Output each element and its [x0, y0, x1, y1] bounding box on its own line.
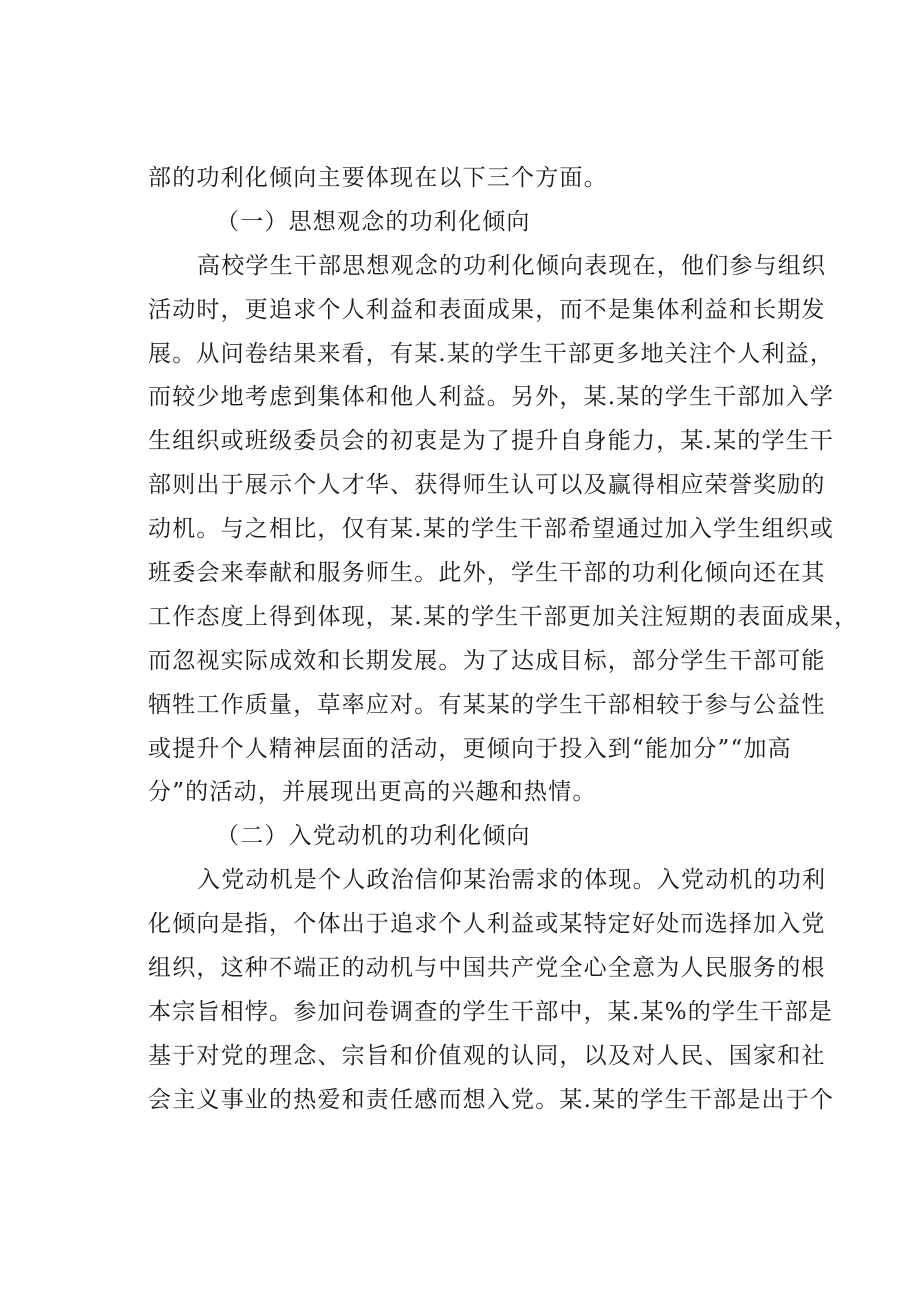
text-line-1: 部的功利化倾向主要体现在以下三个方面。 [148, 165, 608, 191]
paragraph-start-line: 高校学生干部思想观念的功利化倾向表现在，他们参与组织 [197, 252, 827, 279]
text-line-14: 或提升个人精神层面的活动，更倾向于投入到“能加分”“加高 [148, 735, 792, 762]
text-line-7: 生组织或班级委员会的初衷是为了提升自身能力，某.某的学生干 [148, 428, 835, 455]
body-text [148, 157, 859, 1123]
text-line-9: 动机。与之相比，仅有某.某的学生干部希望通过加入学生组织或 [148, 516, 835, 543]
text-line-6: 而较少地考虑到集体和他人利益。另外，某.某的学生干部加入学 [148, 384, 835, 411]
text-line-5: 展。从问卷结果来看，有某.某的学生干部更多地关注个人利益， [148, 340, 835, 367]
text-line-19: 组织，这种不端正的动机与中国共产党全心全意为人民服务的根 [148, 955, 826, 982]
text-line-20: 本宗旨相悖。参加问卷调查的学生干部中，某.某%的学生干部是 [148, 998, 833, 1025]
text-line-13: 牺牲工作质量，草率应对。有某某的学生干部相较于参与公益性 [148, 691, 826, 718]
section-heading-2: （二）入党动机的功利化倾向 [216, 823, 531, 850]
text-line-11: 工作态度上得到体现，某.某的学生干部更加关注短期的表面成果， [148, 603, 859, 630]
paragraph-start-line: 入党动机是个人政治信仰某治需求的体现。入党动机的功利 [197, 867, 827, 894]
section-heading-1: （一）思想观念的功利化倾向 [216, 208, 531, 235]
text-line-4: 活动时，更追求个人利益和表面成果，而不是集体利益和长期发 [148, 296, 826, 323]
text-line-8: 部则出于展示个人才华、获得师生认可以及赢得相应荣誉奖励的 [148, 472, 826, 499]
text-line-22: 会主义事业的热爱和责任感而想入党。某.某的学生干部是出于个 [148, 1086, 835, 1113]
text-line-21: 基于对党的理念、宗旨和价值观的认同，以及对人民、国家和社 [148, 1042, 826, 1069]
text-line-15: 分”的活动，并展现出更高的兴趣和热情。 [148, 779, 597, 806]
text-line-12: 而忽视实际成效和长期发展。为了达成目标，部分学生干部可能 [148, 647, 826, 674]
text-line-18: 化倾向是指，个体出于追求个人利益或某特定好处而选择加入党 [148, 911, 826, 938]
text-line-10: 班委会来奉献和服务师生。此外，学生干部的功利化倾向还在其 [148, 560, 826, 587]
